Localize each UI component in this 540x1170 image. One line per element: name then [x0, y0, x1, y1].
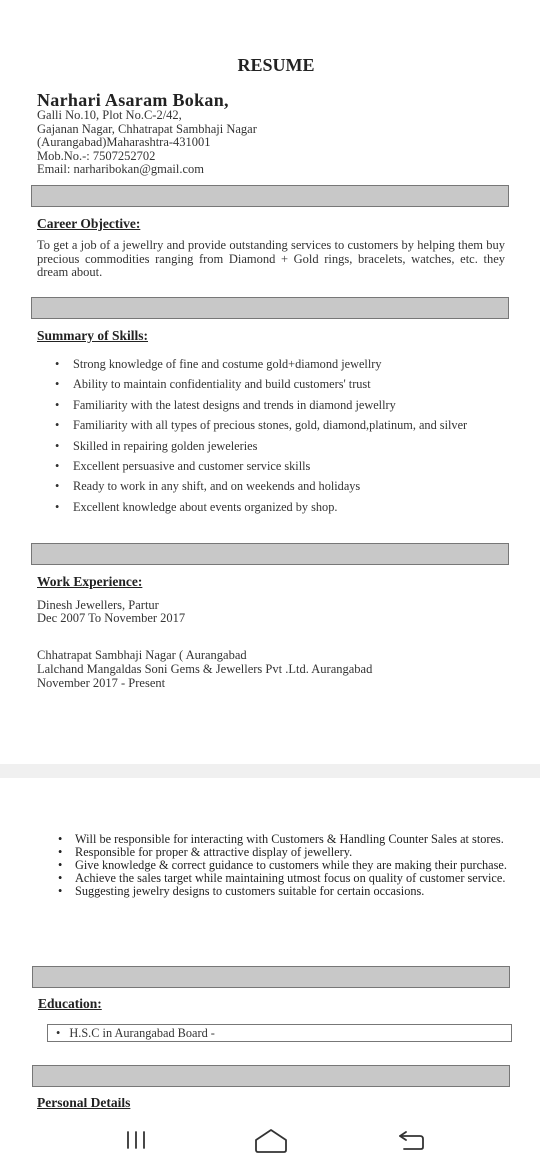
- job-employer: Lalchand Mangaldas Soni Gems & Jewellers Pvt .Ltd. Aurangabad: [37, 662, 373, 676]
- list-item: [55, 397, 515, 417]
- bullet: •: [55, 499, 60, 514]
- section-heading: Personal Details: [37, 1098, 131, 1110]
- bullet: •: [55, 458, 60, 473]
- home-icon[interactable]: [252, 1126, 290, 1154]
- back-icon[interactable]: [396, 1128, 428, 1152]
- skill-text: Excellent persuasive and customer service skills: [73, 458, 311, 473]
- bullet: •: [56, 1026, 61, 1040]
- duty-text: Suggesting jewelry designs to customers suitable for certain occasions.: [75, 884, 425, 898]
- resume-title: RESUME: [237, 55, 315, 75]
- bullet: •: [58, 858, 63, 872]
- list-item: [55, 478, 515, 498]
- duty-text: Responsible for proper & attractive display of jewellery.: [75, 845, 353, 859]
- navigation-bar: [0, 1112, 540, 1170]
- job-dates: November 2017 - Present: [37, 676, 166, 690]
- skill-text: Familiarity with all types of precious stones, gold, diamond,platinum, and silver: [73, 418, 468, 433]
- contact-block: [37, 109, 257, 177]
- section-divider-bar: [31, 185, 509, 207]
- duty-text: Achieve the sales target while maintaining utmost focus on quality of customer service.: [75, 871, 506, 885]
- job-entry: [37, 648, 372, 690]
- bullet: •: [55, 357, 60, 371]
- skill-text: Strong knowledge of fine and costume gold+diamond jewellry: [73, 357, 382, 371]
- candidate-name: Narhari Asaram Bokan,: [37, 90, 229, 110]
- skill-text: Ability to maintain confidentiality and build customers' trust: [73, 377, 371, 392]
- skill-text: Excellent knowledge about events organized by shop.: [73, 499, 338, 514]
- address-line: Galli No.10, Plot No.C-2/42,: [37, 108, 182, 122]
- education-item: [47, 1024, 512, 1042]
- personal-details-heading-partial: [37, 1098, 147, 1112]
- list-item: [55, 356, 515, 376]
- section-divider-bar: [32, 966, 510, 988]
- duty-text: Give knowledge & correct guidance to customers while they are making their purchase.: [75, 858, 507, 872]
- bullet: •: [58, 884, 63, 898]
- career-objective-text: To get a job of a jewellry and provide outstanding services to customers by helping them buy precious commodities ranging from Diamond + Gold rings, bracelets, watches, etc. they dream about.: [37, 238, 505, 279]
- list-item: [55, 458, 515, 478]
- section-divider-bar: [31, 297, 509, 319]
- skill-text: Skilled in repairing golden jeweleries: [73, 438, 258, 453]
- job-entry: [37, 599, 185, 624]
- education-text: H.S.C in Aurangabad Board -: [69, 1026, 215, 1040]
- bullet: •: [55, 479, 60, 494]
- job-employer: Dinesh Jewellers, Partur: [37, 598, 159, 612]
- job-location: Chhatrapat Sambhaji Nagar ( Aurangabad: [37, 648, 247, 662]
- bullet: •: [58, 832, 63, 846]
- job-dates: Dec 2007 To November 2017: [37, 610, 186, 625]
- section-divider-bar: [31, 543, 509, 565]
- work-experience-heading: Work Experience:: [37, 574, 143, 589]
- list-item: [58, 885, 508, 898]
- bullet: •: [58, 845, 63, 859]
- skill-text: Ready to work in any shift, and on weekends and holidays: [73, 479, 361, 494]
- education-heading: Education:: [38, 996, 102, 1011]
- skills-list: [55, 356, 515, 519]
- address-line: Gajanan Nagar, Chhatrapat Sambhaji Nagar: [37, 121, 257, 136]
- bullet: •: [55, 418, 60, 433]
- duty-text: Will be responsible for interacting with Customers & Handling Counter Sales at stores.: [75, 832, 504, 846]
- duties-list: [58, 833, 508, 898]
- bullet: •: [55, 438, 60, 453]
- bullet: •: [58, 871, 63, 885]
- list-item: [55, 376, 515, 396]
- section-divider-bar: [32, 1065, 510, 1087]
- list-item: [55, 417, 515, 437]
- skills-heading: Summary of Skills:: [37, 328, 149, 343]
- career-objective-heading: Career Objective:: [37, 216, 141, 231]
- page-break: [0, 764, 540, 778]
- bullet: •: [55, 397, 60, 412]
- mobile-number: Mob.No.-: 7507252702: [37, 148, 156, 163]
- email-address: Email: narharibokan@gmail.com: [37, 162, 205, 176]
- skill-text: Familiarity with the latest designs and trends in diamond jewellry: [73, 397, 396, 412]
- list-item: [55, 499, 515, 519]
- address-line: (Aurangabad)Maharashtra-431001: [37, 135, 211, 149]
- menu-icon[interactable]: [122, 1128, 150, 1152]
- list-item: [55, 438, 515, 458]
- bullet: •: [55, 377, 60, 392]
